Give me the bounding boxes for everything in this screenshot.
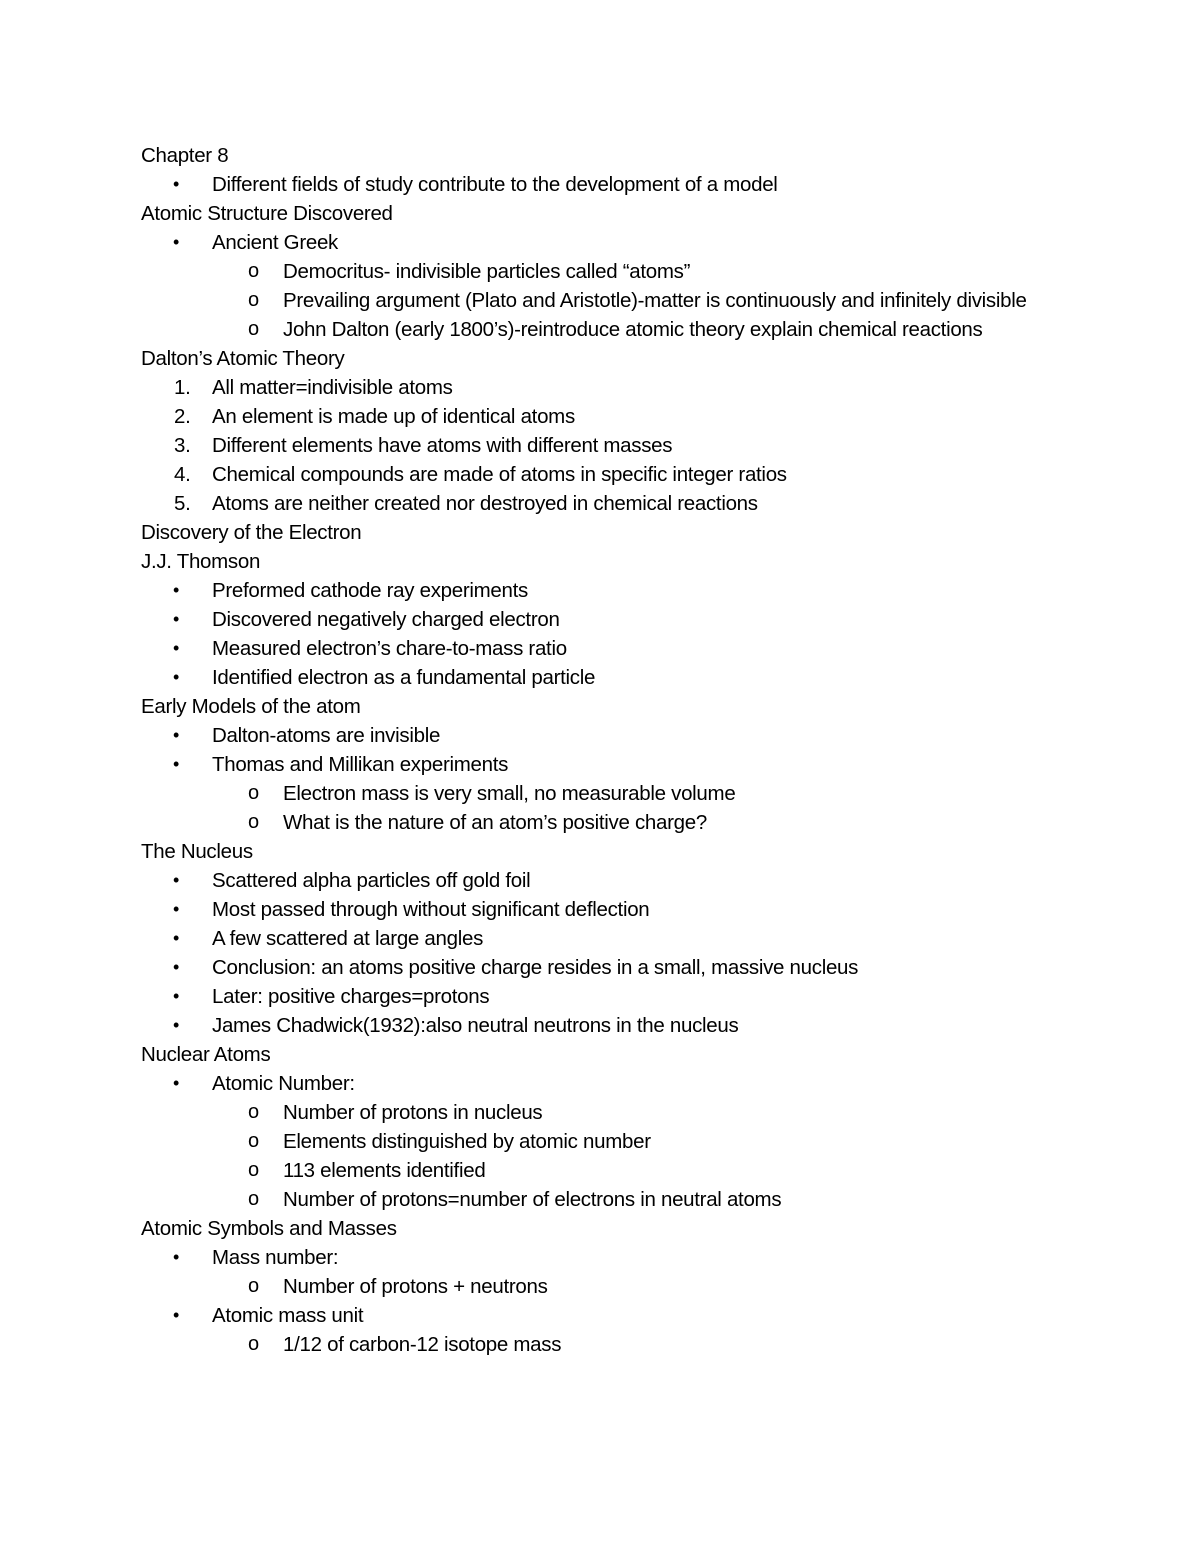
list-item xyxy=(141,1185,1081,1214)
section-heading xyxy=(141,1214,1081,1243)
list-item xyxy=(141,982,1081,1011)
line-text: Early Models of the atom xyxy=(141,695,361,718)
list-item xyxy=(141,663,1081,692)
line-text: James Chadwick(1932):also neutral neutrons in the nucleus xyxy=(212,1014,739,1037)
line-text: Different elements have atoms with different masses xyxy=(212,434,673,457)
line-text: All matter=indivisible atoms xyxy=(212,376,453,399)
circle-bullet-icon: o xyxy=(248,811,259,833)
document-page xyxy=(141,141,1081,1359)
line-text: Conclusion: an atoms positive charge resides in a small, massive nucleus xyxy=(212,956,859,979)
line-text: Democritus- indivisible particles called “atoms” xyxy=(283,260,691,283)
section-heading xyxy=(141,837,1081,866)
bullet-icon: • xyxy=(173,580,180,600)
list-item xyxy=(141,1272,1081,1301)
bullet-icon: • xyxy=(173,725,180,745)
section-heading xyxy=(141,518,1081,547)
list-number: 4. xyxy=(174,463,191,486)
line-text: Number of protons=number of electrons in neutral atoms xyxy=(283,1188,782,1211)
line-text: Atomic Symbols and Masses xyxy=(141,1217,397,1240)
bullet-icon: • xyxy=(173,1247,180,1267)
section-heading xyxy=(141,547,1081,576)
circle-bullet-icon: o xyxy=(248,1159,259,1181)
bullet-icon: • xyxy=(173,1015,180,1035)
list-number: 5. xyxy=(174,492,191,515)
line-text: Chapter 8 xyxy=(141,144,229,167)
line-text: Electron mass is very small, no measurable volume xyxy=(283,782,736,805)
bullet-icon: • xyxy=(173,957,180,977)
list-item xyxy=(141,895,1081,924)
line-text: Dalton-atoms are invisible xyxy=(212,724,441,747)
line-text: Discovery of the Electron xyxy=(141,521,362,544)
line-text: 113 elements identified xyxy=(283,1159,486,1182)
line-text: Measured electron’s chare-to-mass ratio xyxy=(212,637,567,660)
list-item xyxy=(141,315,1081,344)
circle-bullet-icon: o xyxy=(248,1188,259,1210)
list-item xyxy=(141,721,1081,750)
list-item xyxy=(141,1330,1081,1359)
line-text: Dalton’s Atomic Theory xyxy=(141,347,345,370)
list-number: 3. xyxy=(174,434,191,457)
list-item xyxy=(141,750,1081,779)
list-item xyxy=(141,1301,1081,1330)
circle-bullet-icon: o xyxy=(248,1333,259,1355)
line-text: Atomic Structure Discovered xyxy=(141,202,393,225)
list-item xyxy=(141,1243,1081,1272)
list-item xyxy=(141,1156,1081,1185)
circle-bullet-icon: o xyxy=(248,1101,259,1123)
line-text: Thomas and Millikan experiments xyxy=(212,753,509,776)
bullet-icon: • xyxy=(173,609,180,629)
list-number: 1. xyxy=(174,376,191,399)
list-item xyxy=(141,460,1081,489)
line-text: John Dalton (early 1800’s)-reintroduce atomic theory explain chemical reactions xyxy=(283,318,983,341)
line-text: The Nucleus xyxy=(141,840,253,863)
list-item xyxy=(141,257,1081,286)
bullet-icon: • xyxy=(173,870,180,890)
section-heading xyxy=(141,692,1081,721)
line-text: Later: positive charges=protons xyxy=(212,985,490,1008)
line-text: Ancient Greek xyxy=(212,231,338,254)
line-text: A few scattered at large angles xyxy=(212,927,484,950)
line-text: Most passed through without significant deflection xyxy=(212,898,650,921)
section-heading xyxy=(141,344,1081,373)
list-item xyxy=(141,1069,1081,1098)
line-text: Atomic Number: xyxy=(212,1072,355,1095)
list-item xyxy=(141,1011,1081,1040)
line-text: Mass number: xyxy=(212,1246,339,1269)
line-text: Elements distinguished by atomic number xyxy=(283,1130,651,1153)
line-text: Preformed cathode ray experiments xyxy=(212,579,528,602)
list-item xyxy=(141,953,1081,982)
bullet-icon: • xyxy=(173,986,180,1006)
line-text: Number of protons in nucleus xyxy=(283,1101,543,1124)
line-text: Different fields of study contribute to the development of a model xyxy=(212,173,778,196)
bullet-icon: • xyxy=(173,638,180,658)
line-text: Number of protons + neutrons xyxy=(283,1275,548,1298)
list-item xyxy=(141,808,1081,837)
line-text: What is the nature of an atom’s positive charge? xyxy=(283,811,707,834)
bullet-icon: • xyxy=(173,1073,180,1093)
line-text: Nuclear Atoms xyxy=(141,1043,271,1066)
bullet-icon: • xyxy=(173,899,180,919)
list-item xyxy=(141,779,1081,808)
circle-bullet-icon: o xyxy=(248,318,259,340)
line-text: J.J. Thomson xyxy=(141,550,261,573)
section-heading xyxy=(141,141,1081,170)
circle-bullet-icon: o xyxy=(248,1275,259,1297)
bullet-icon: • xyxy=(173,754,180,774)
circle-bullet-icon: o xyxy=(248,260,259,282)
bullet-icon: • xyxy=(173,1305,180,1325)
circle-bullet-icon: o xyxy=(248,289,259,311)
bullet-icon: • xyxy=(173,928,180,948)
list-item xyxy=(141,1098,1081,1127)
list-item xyxy=(141,373,1081,402)
section-heading xyxy=(141,199,1081,228)
line-text: Scattered alpha particles off gold foil xyxy=(212,869,531,892)
bullet-icon: • xyxy=(173,667,180,687)
list-item xyxy=(141,489,1081,518)
line-text: Chemical compounds are made of atoms in specific integer ratios xyxy=(212,463,787,486)
list-item xyxy=(141,576,1081,605)
circle-bullet-icon: o xyxy=(248,1130,259,1152)
circle-bullet-icon: o xyxy=(248,782,259,804)
list-item xyxy=(141,431,1081,460)
section-heading xyxy=(141,1040,1081,1069)
line-text: Discovered negatively charged electron xyxy=(212,608,560,631)
list-item xyxy=(141,605,1081,634)
list-item xyxy=(141,866,1081,895)
list-number: 2. xyxy=(174,405,191,428)
list-item xyxy=(141,924,1081,953)
line-text: Atomic mass unit xyxy=(212,1304,364,1327)
list-item xyxy=(141,228,1081,257)
line-text: 1/12 of carbon-12 isotope mass xyxy=(283,1333,562,1356)
list-item xyxy=(141,286,1081,315)
list-item xyxy=(141,170,1081,199)
list-item xyxy=(141,634,1081,663)
line-text: Prevailing argument (Plato and Aristotle)-matter is continuously and infinitely divisible xyxy=(283,289,1027,312)
line-text: Atoms are neither created nor destroyed in chemical reactions xyxy=(212,492,758,515)
list-item xyxy=(141,1127,1081,1156)
bullet-icon: • xyxy=(173,174,180,194)
line-text: An element is made up of identical atoms xyxy=(212,405,575,428)
list-item xyxy=(141,402,1081,431)
line-text: Identified electron as a fundamental particle xyxy=(212,666,596,689)
bullet-icon: • xyxy=(173,232,180,252)
